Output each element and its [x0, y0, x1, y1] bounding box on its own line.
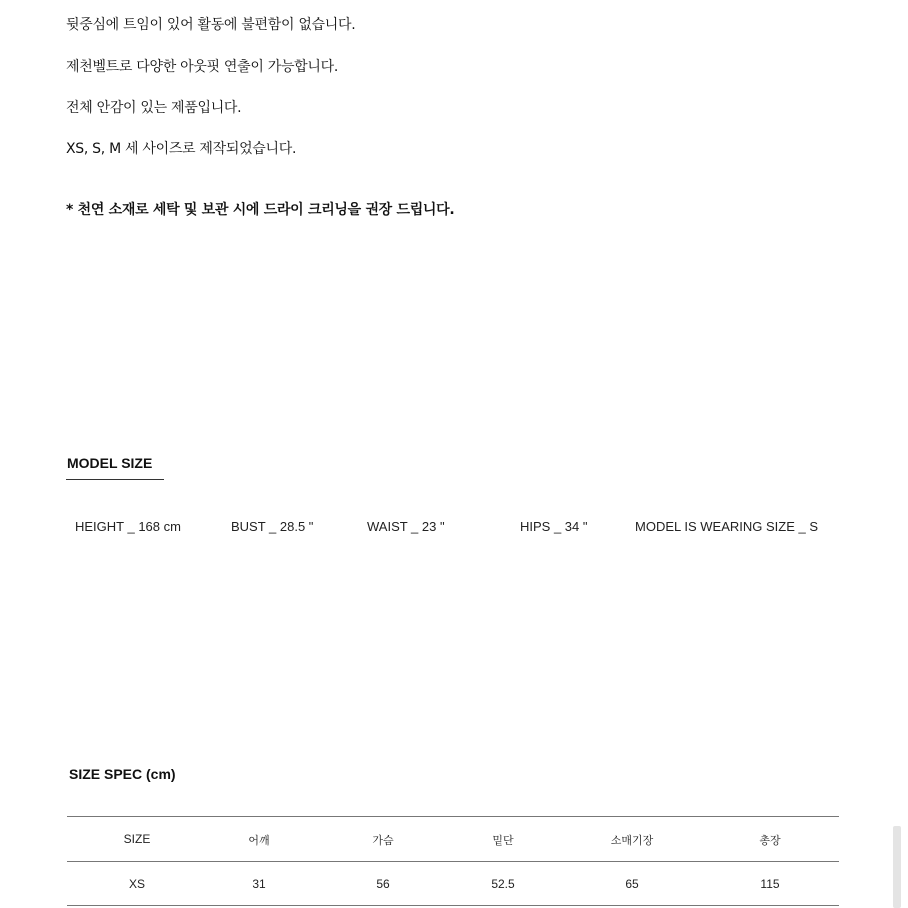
model-waist: WAIST _ 23 " [367, 519, 445, 534]
header-cell-hem: 밑단 [492, 834, 514, 847]
row-cell-hem: 52.5 [491, 877, 515, 891]
table-row-divider [67, 905, 839, 906]
row-cell-length: 115 [760, 877, 780, 891]
model-height: HEIGHT _ 168 cm [75, 519, 181, 534]
title-underline [66, 479, 164, 480]
row-cell-size: XS [128, 877, 145, 891]
table-header-divider [67, 861, 839, 862]
header-cell-length: 총장 [759, 834, 781, 847]
model-size-title: MODEL SIZE [67, 455, 153, 471]
description-line: 전체 안감이 있는 제품입니다. [66, 100, 242, 116]
row-cell-chest: 56 [376, 877, 390, 891]
care-note: * 천연 소재로 세탁 및 보관 시에 드라이 크리닝을 권장 드립니다. [66, 202, 455, 218]
size-spec-title: SIZE SPEC (cm) [69, 766, 176, 782]
header-cell-shoulder: 어깨 [248, 834, 270, 847]
model-wearing-size: MODEL IS WEARING SIZE _ S [635, 519, 818, 534]
description-line: 제천벨트로 다양한 아웃핏 연출이 가능합니다. [66, 59, 339, 75]
description-line: XS, S, M 세 사이즈로 제작되었습니다. [66, 141, 297, 157]
header-cell-sleeve: 소매기장 [610, 834, 654, 847]
row-cell-sleeve: 65 [625, 877, 639, 891]
header-cell-chest: 가슴 [372, 834, 394, 847]
scrollbar[interactable] [893, 826, 901, 908]
row-cell-shoulder: 31 [252, 877, 266, 891]
model-hips: HIPS _ 34 " [520, 519, 588, 534]
description-line: 뒷중심에 트임이 있어 활동에 불편함이 없습니다. [66, 17, 356, 33]
table-top-border [67, 816, 839, 817]
model-bust: BUST _ 28.5 " [231, 519, 314, 534]
header-cell-size: SIZE [123, 832, 151, 846]
